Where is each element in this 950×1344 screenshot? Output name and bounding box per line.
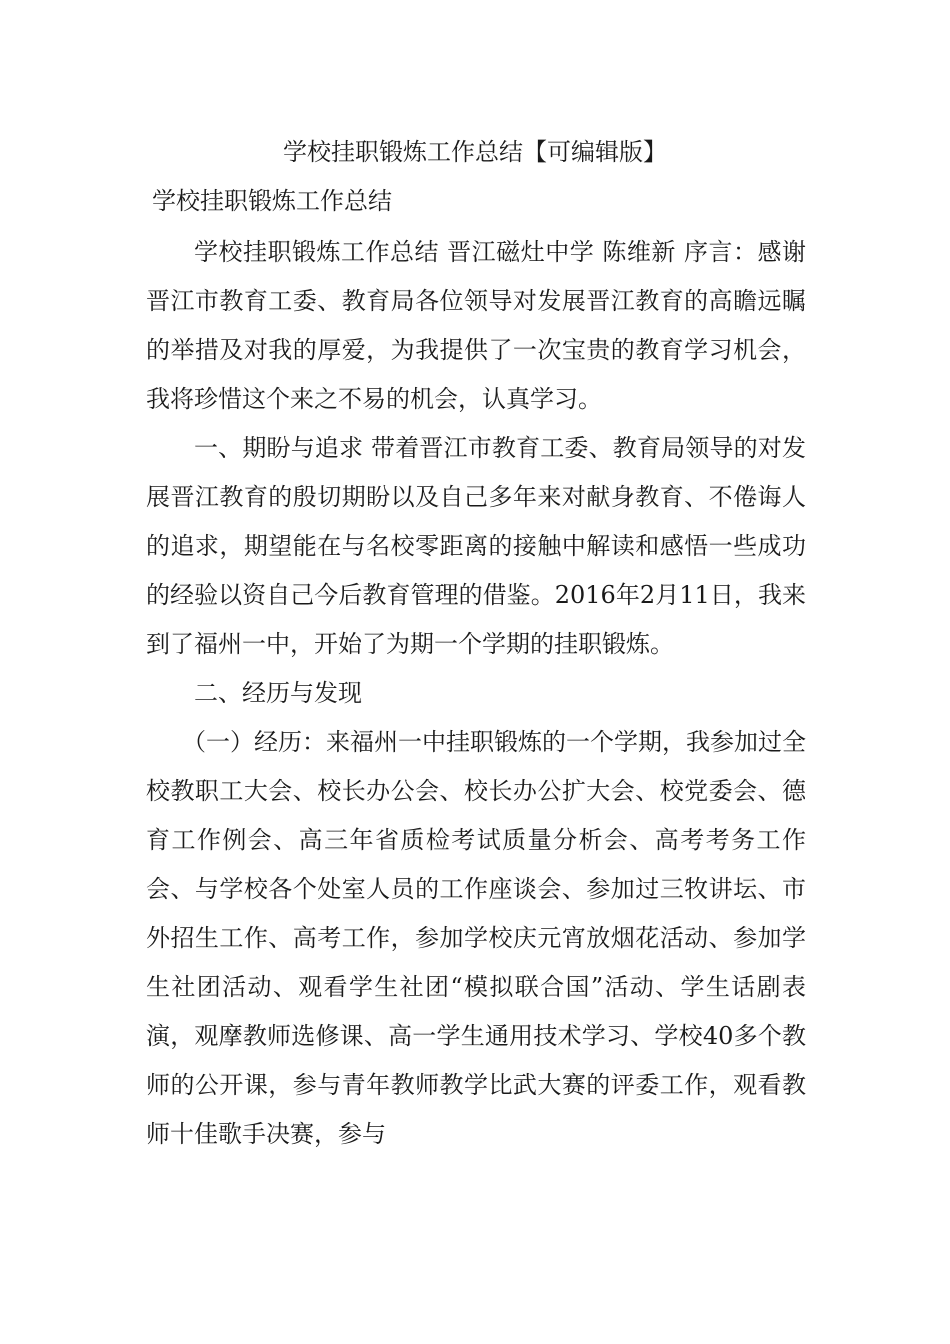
document-title: 学校挂职锻炼工作总结【可编辑版】 (283, 138, 667, 166)
paragraph-preface: 学校挂职锻炼工作总结 晋江磁灶中学 陈维新 序言：感谢晋江市教育工委、教育局各位领导对发展晋江教育的高瞻远瞩的举措及对我的厚爱，为我提供了一次宝贵的教育学习机会，我将珍惜这个来之不易的机会，认真学习。 (146, 238, 806, 413)
section-heading-experience: 二、经历与发现 (194, 679, 362, 707)
document-body (146, 228, 806, 1159)
paragraph-experience: （一）经历：来福州一中挂职锻炼的一个学期，我参加过全校教职工大会、校长办公会、校长办公扩大会、校党委会、德育工作例会、高三年省质检考试质量分析会、高考考务工作会、与学校各个处室人员的工作座谈会、参加过三牧讲坛、市外招生工作、高考工作，参加学校庆元宵放烟花活动、参加学生社团活动、观看学生社团“模拟联合国”活动、学生话剧表演，观摩教师选修课、高一学生通用技术学习、学校40多个教师的公开课，参与青年教师教学比武大赛的评委工作，观看教师十佳歌手决赛，参与 (146, 728, 806, 1148)
paragraph-expectation: 一、期盼与追求 带着晋江市教育工委、教育局领导的对发展晋江教育的殷切期盼以及自己多年来对献身教育、不倦诲人的追求，期望能在与名校零距离的接触中解读和感悟一些成功的经验以资自己今后教育管理的借鉴。2016年2月11日，我来到了福州一中，开始了为期一个学期的挂职锻炼。 (146, 434, 806, 658)
document-subtitle: 学校挂职锻炼工作总结 (152, 187, 392, 215)
